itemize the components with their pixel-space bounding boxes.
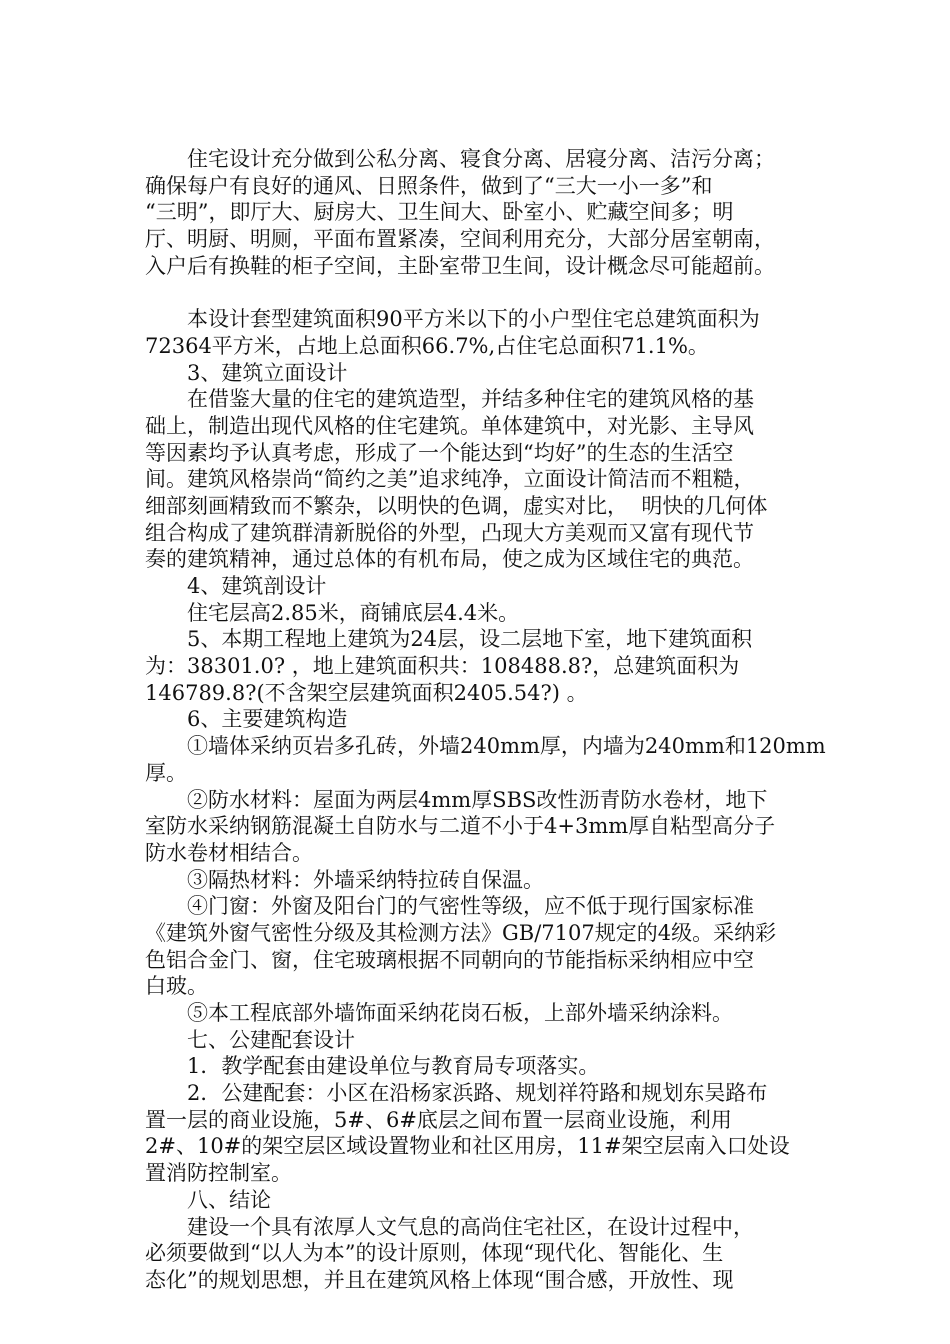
text-line: 奏的建筑精神，通过总体的有机布局，使之成为区域住宅的典范。 [145, 547, 754, 572]
text-line: ③隔热材料：外墙采纳特拉砖自保温。 [187, 867, 544, 892]
text-line: 146789.8?(不含架空层建筑面积2405.54?) 。 [145, 680, 588, 705]
text-line: 2#、10#的架空层区域设置物业和社区用房，11#架空层南入口处设 [145, 1134, 790, 1159]
text-line: 在借鉴大量的住宅的建筑造型，并结多种住宅的建筑风格的基 [187, 387, 754, 412]
text-line: 置消防控制室。 [145, 1161, 292, 1186]
text-line: 厚。 [145, 760, 187, 785]
section-heading: 4、建筑剖设计 [187, 574, 327, 598]
text-line: 必须要做到“以人为本”的设计原则，体现“现代化、智能化、生 [145, 1241, 724, 1266]
text-line: 等因素均予认真考虑，形成了一个能达到“均好”的生态的生活空 [145, 440, 734, 465]
text-line: ⑤本工程底部外墙饰面采纳花岗石板，上部外墙采纳涂料。 [187, 1001, 733, 1025]
section-heading: 七、公建配套设计 [187, 1027, 355, 1052]
text-line: 础上，制造出现代风格的住宅建筑。单体建筑中，对光影、主导风 [145, 413, 754, 438]
text-line: 《建筑外窗气密性分级及其检测方法》GB/7107规定的4级。采纳彩 [145, 920, 777, 945]
paragraph-gap [145, 279, 807, 306]
text-line: 为：38301.0? ，地上建筑面积共：108488.8?，总建筑面积为 [145, 654, 740, 679]
section-heading: 八、结论 [187, 1187, 271, 1212]
text-line: 1．教学配套由建设单位与教育局专项落实。 [187, 1054, 600, 1079]
text-line: 色铝合金门、窗，住宅玻璃根据不同朝向的节能指标采纳相应中空 [145, 947, 754, 972]
text-line: 组合构成了建筑群清新脱俗的外型，凸现大方美观而又富有现代节 [145, 520, 754, 545]
text-line: 2．公建配套：小区在沿杨家浜路、规划祥符路和规划东吴路布 [187, 1081, 768, 1106]
text-line: 细部刻画精致而不繁杂，以明快的色调，虚实对比， 明快的几何体 [145, 493, 768, 518]
text-line: 间。建筑风格崇尚“简约之美”追求纯净，立面设计简洁而不粗糙， [145, 467, 755, 492]
text-line: 72364平方米，占地上总面积66.7%,占住宅总面积71.1%。 [145, 333, 709, 358]
text-line: 入户后有换鞋的柜子空间，主卧室带卫生间，设计概念尽可能超前。 [145, 253, 775, 278]
text-line: 置一层的商业设施，5#、6#底层之间布置一层商业设施，利用 [145, 1107, 732, 1132]
text-line: 态化”的规划思想，并且在建筑风格上体现“围合感，开放性、现 [145, 1267, 734, 1292]
text-line: 白玻。 [145, 974, 208, 999]
document-page [145, 146, 826, 1294]
section-heading: 3、建筑立面设计 [187, 360, 348, 385]
text-line: 住宅设计充分做到公私分离、寝食分离、居寝分离、洁污分离； [187, 147, 775, 171]
text-line: “三明”，即厅大、厨房大、卫生间大、卧室小、贮藏空间多；明 [145, 200, 734, 225]
text-line: 厅、明厨、明厕，平面布置紧凑，空间利用充分，大部分居室朝南， [145, 227, 775, 252]
text-line: 住宅层高2.85米，商铺底层4.4米。 [187, 600, 520, 625]
text-line: 室防水采纳钢筋混凝土自防水与二道不小于4+3mm厚自粘型高分子 [145, 814, 776, 839]
text-line: 5、本期工程地上建筑为24层，设二层地下室，地下建筑面积 [187, 627, 753, 652]
text-line: 建设一个具有浓厚人文气息的高尚住宅社区，在设计过程中， [187, 1214, 754, 1239]
text-line: 本设计套型建筑面积90平方米以下的小户型住宅总建筑面积为 [187, 307, 760, 332]
text-line: 防水卷材相结合。 [145, 840, 313, 865]
text-line: 确保每户有良好的通风、日照条件，做到了“三大一小一多”和 [145, 173, 713, 198]
text-line: ①墙体采纳页岩多孔砖，外墙240mm厚，内墙为240mm和120mm [187, 734, 826, 759]
section-heading: 6、主要建筑构造 [187, 707, 348, 732]
text-line: ②防水材料：屋面为两层4mm厚SBS改性沥青防水卷材，地下 [187, 787, 768, 812]
text-line: ④门窗：外窗及阳台门的气密性等级，应不低于现行国家标准 [187, 894, 754, 919]
